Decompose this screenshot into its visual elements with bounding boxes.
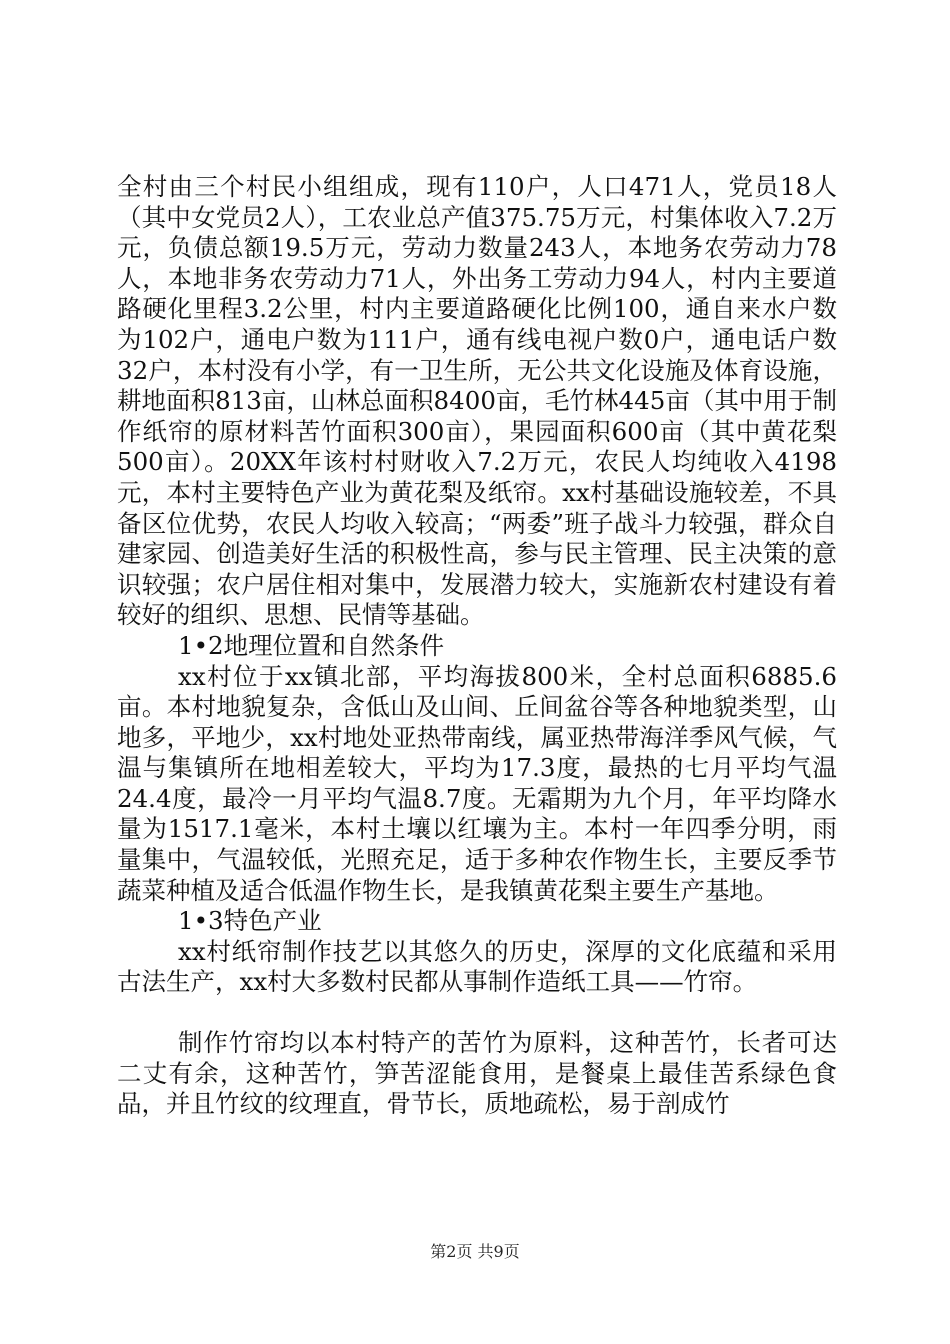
section-heading-geography: 1•2地理位置和自然条件 — [178, 630, 445, 660]
paragraph-spacer — [117, 998, 837, 1028]
paragraph-village-overview: 全村由三个村民小组组成，现有110户，人口471人，党员18人（其中女党员2人），工农业总产值375.75万元，村集体收入7.2万元，负债总额19.5万元，劳动力数量243人，本地务农劳动力78人，本地非务农劳动力71人，外出务工劳动力94人，村内主要道路硬化里程3.2公里，村内主要道路硬化比例100，通自来水户数为102户，通电户数为111户，通有线电视户数0户，通电话户数32户，本村没有小学，有一卫生所，无公共文化设施及体育设施，耕地面积813亩，山林总面积8400亩，毛竹林445亩（其中用于制作纸帘的原材料苦竹面积300亩），果园面积600亩（其中黄花梨500亩）。20XX年该村村财收入7.2万元，农民人均纯收入4198元，本村主要特色产业为黄花梨及纸帘。xx村基础设施较差，不具备区位优势，农民人均收入较高；“两委”班子战斗力较强，群众自建家园、创造美好生活的积极性高，参与民主管理、民主决策的意识较强；农户居住相对集中，发展潜力较大，实施新农村建设有着较好的组织、思想、民情等基础。 — [117, 172, 837, 630]
page-footer: 第2页 共9页 — [430, 1242, 520, 1261]
section-heading-industry: 1•3特色产业 — [178, 906, 322, 936]
document-body — [117, 172, 837, 1120]
paragraph-industry: xx村纸帘制作技艺以其悠久的历史，深厚的文化底蕴和采用古法生产，xx村大多数村民都从事制作造纸工具——竹帘。 — [117, 936, 837, 997]
paragraph-geography: xx村位于xx镇北部，平均海拔800米，全村总面积6885.6亩。本村地貌复杂，含低山及山间、丘间盆谷等各种地貌类型，山地多，平地少，xx村地处亚热带南线，属亚热带海洋季风气候，气温与集镇所在地相差较大，平均为17.3度，最热的七月平均气温24.4度，最冷一月平均气温8.7度。无霜期为九个月，年平均降水量为1517.1毫米，本村土壤以红壤为主。本村一年四季分明，雨量集中，气温较低，光照充足，适于多种农作物生长，主要反季节蔬菜种植及适合低温作物生长，是我镇黄花梨主要生产基地。 — [117, 661, 837, 905]
paragraph-bamboo-material: 制作竹帘均以本村特产的苦竹为原料，这种苦竹，长者可达二丈有余，这种苦竹，笋苦涩能食用，是餐桌上最佳苦系绿色食品，并且竹纹的纹理直，骨节长，质地疏松，易于剖成竹 — [117, 1028, 837, 1119]
